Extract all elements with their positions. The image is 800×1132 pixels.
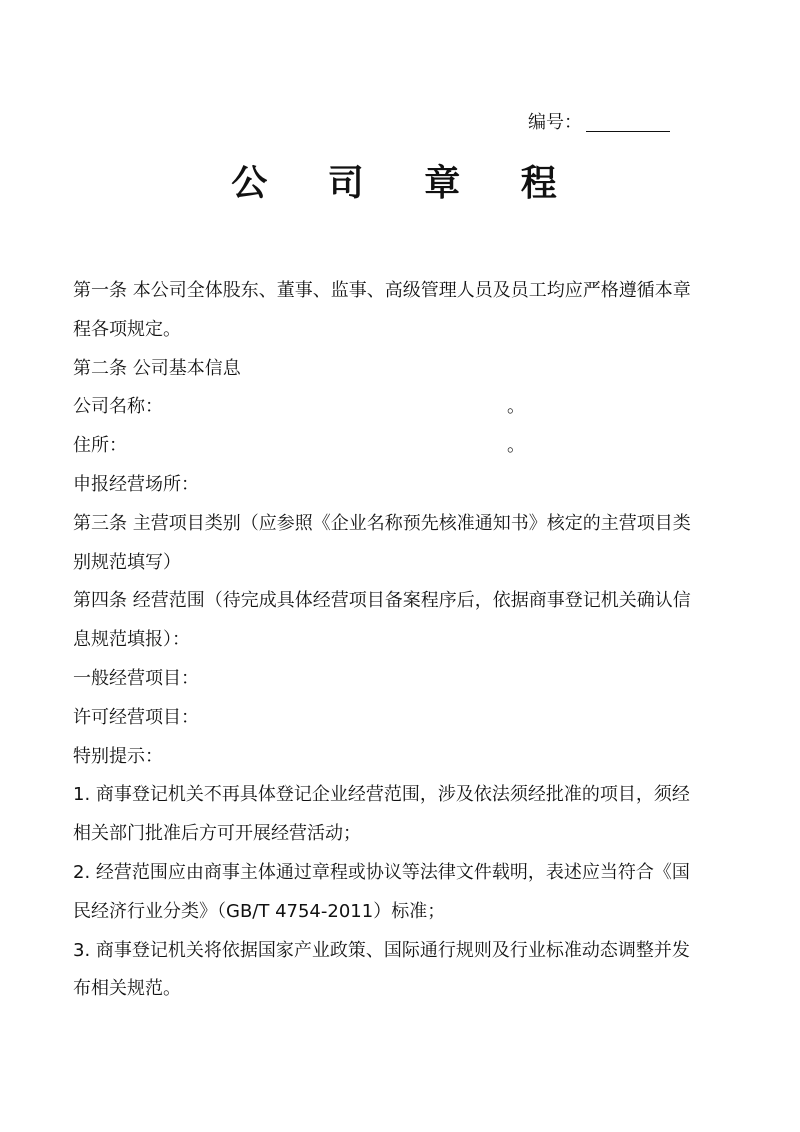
address-field <box>73 427 729 466</box>
document-number-blank <box>586 111 670 132</box>
notice-1-line-2: 相关部门批准后方可开展经营活动； <box>73 823 361 845</box>
company-name-end-mark: 。 <box>507 396 525 418</box>
address-label: 住所： <box>73 435 127 457</box>
address-end-mark: 。 <box>507 435 525 457</box>
notice-3-line-2: 布相关规范。 <box>73 978 181 1000</box>
notice-1-line-1: 1. 商事登记机关不再具体登记企业经营范围，涉及依法须经批准的项目，须经 <box>73 784 690 806</box>
document-title: 公 司 章 程 <box>231 163 581 204</box>
licensed-business-label: 许可经营项目： <box>73 706 199 728</box>
business-premises-label: 申报经营场所： <box>73 473 199 495</box>
article-1-line-1: 第一条 本公司全体股东、董事、监事、高级管理人员及员工均应严格遵循本章 <box>73 280 691 301</box>
article-3-line-1: 第三条 主营项目类别（应参照《企业名称预先核准通知书》核定的主营项目类 <box>73 512 691 534</box>
special-notice-heading: 特别提示： <box>73 745 163 767</box>
general-business-label: 一般经营项目： <box>73 667 199 689</box>
document-number <box>528 110 670 136</box>
document-body <box>73 272 729 1009</box>
article-3-line-2: 别规范填写） <box>73 551 181 573</box>
company-name-label: 公司名称： <box>73 396 163 418</box>
article-4-line-2: 息规范填报）： <box>73 629 190 651</box>
notice-2-line-2: 民经济行业分类》（GB/T 4754-2011）标准； <box>73 900 446 922</box>
document-number-label: 编号： <box>528 112 582 133</box>
notice-3-line-1: 3. 商事登记机关将依据国家产业政策、国际通行规则及行业标准动态调整并发 <box>73 939 690 961</box>
notice-2-line-1: 2. 经营范围应由商事主体通过章程或协议等法律文件载明，表述应当符合《国 <box>73 861 690 883</box>
article-4-line-1: 第四条 经营范围（待完成具体经营项目备案程序后，依据商事登记机关确认信 <box>73 590 691 612</box>
article-2-heading: 第二条 公司基本信息 <box>73 357 241 379</box>
article-1-line-2: 程各项规定。 <box>73 318 181 340</box>
company-name-field <box>73 388 729 427</box>
